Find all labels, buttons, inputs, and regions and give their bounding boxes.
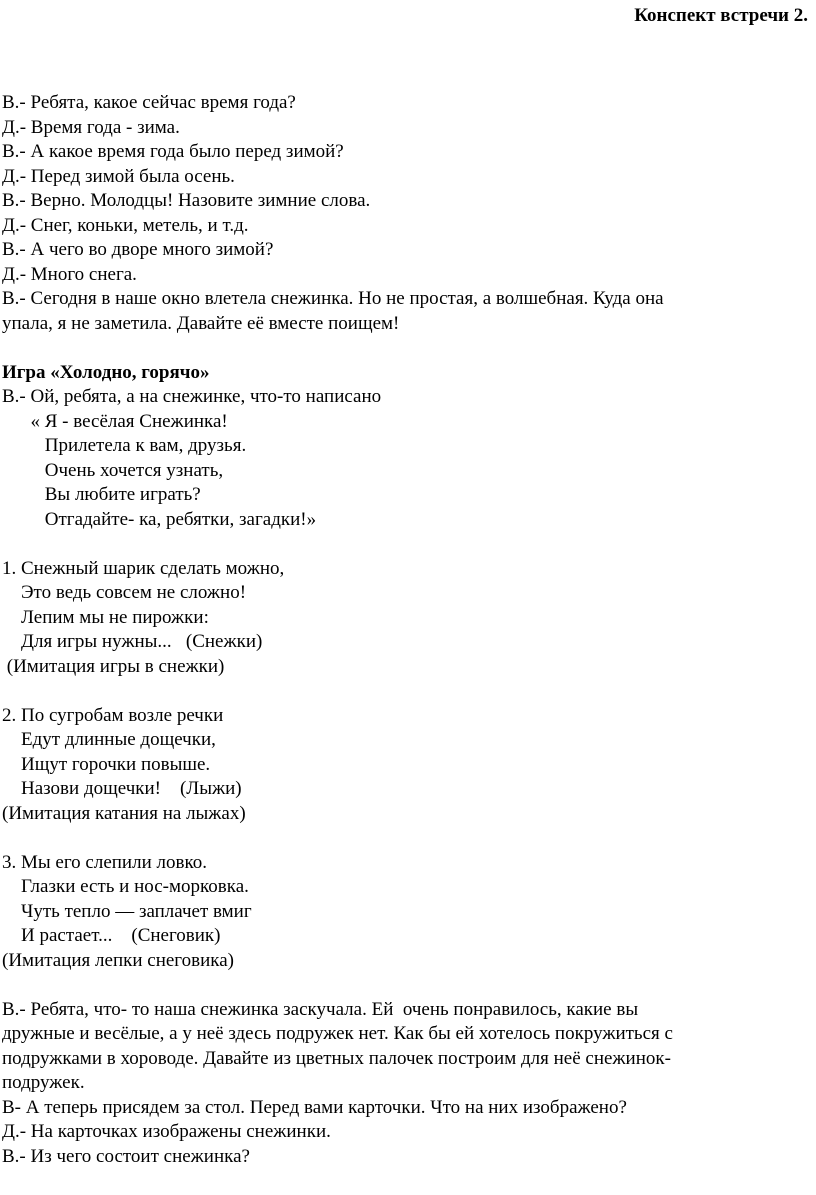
document-body xyxy=(2,91,808,1169)
dialogue-line: Д.- На карточках изображены снежинки. xyxy=(2,1121,331,1142)
riddle-note: (Имитация катания на лыжах) xyxy=(2,802,246,824)
riddle-line: Для игры нужны... (Снежки) xyxy=(2,631,263,652)
riddle-line: Назови дощечки! (Лыжи) xyxy=(2,778,242,799)
game-heading: Игра «Холодно, горячо» xyxy=(2,361,210,383)
dialogue-line: В.- Из чего состоит снежинка? xyxy=(2,1145,250,1167)
dialogue-line: дружные и весёлые, а у неё здесь подружек нет. Как бы ей хотелось покружиться с xyxy=(2,1023,673,1044)
dialogue-line: В.- А какое время года было перед зимой? xyxy=(2,141,344,162)
dialogue-line: Д.- Снег, коньки, метель, и т.д. xyxy=(2,214,249,236)
riddle-line: Ищут горочки повыше. xyxy=(2,753,211,775)
snowflake-poem xyxy=(2,410,808,533)
riddle-1 xyxy=(2,557,808,680)
riddle-3 xyxy=(2,851,808,974)
riddle-line: И растает... (Снеговик) xyxy=(2,925,221,946)
dialogue-line: Д.- Перед зимой была осень. xyxy=(2,165,235,187)
dialogue-line: В.- Ребята, что- то наша снежинка заскучала. Ей очень понравилось, какие вы xyxy=(2,998,639,1020)
spacer xyxy=(2,532,808,557)
dialogue-line: В.- А чего во дворе много зимой? xyxy=(2,239,274,260)
riddle-line: Лепим мы не пирожки: xyxy=(2,606,209,628)
spacer xyxy=(2,336,808,361)
riddle-line: Это ведь совсем не сложно! xyxy=(2,582,247,603)
dialogue-section-2 xyxy=(2,998,808,1170)
dialogue-line: В.- Ребята, какое сейчас время года? xyxy=(2,92,296,113)
dialogue-section-1 xyxy=(2,91,808,336)
poem-line: Отгадайте- ка, ребятки, загадки!» xyxy=(2,508,317,530)
riddle-note: (Имитация игры в снежки) xyxy=(2,655,225,677)
dialogue-line: подружек. xyxy=(2,1072,85,1093)
riddle-line: Чуть тепло — заплачет вмиг xyxy=(2,900,252,922)
riddle-line: 3. Мы его слепили ловко. xyxy=(2,851,207,873)
poem-line: Вы любите играть? xyxy=(2,484,201,505)
riddle-note: (Имитация лепки снеговика) xyxy=(2,949,234,971)
spacer xyxy=(2,679,808,704)
dialogue-line: В.- Сегодня в наше окно влетела снежинка. Но не простая, а волшебная. Куда она xyxy=(2,288,664,309)
riddle-line: Глазки есть и нос-морковка. xyxy=(2,876,249,897)
poem-line: Очень хочется узнать, xyxy=(2,459,224,481)
dialogue-line: упала, я не заметила. Давайте её вместе поищем! xyxy=(2,312,400,334)
dialogue-line: Д.- Много снега. xyxy=(2,263,137,285)
page-title: Конспект встречи 2. xyxy=(634,5,808,26)
spacer xyxy=(2,826,808,851)
dialogue-line: В.- Верно. Молодцы! Назовите зимние слова. xyxy=(2,190,371,211)
dialogue-line: подружками в хороводе. Давайте из цветных палочек построим для неё снежинок- xyxy=(2,1047,671,1069)
poem-line: Прилетела к вам, друзья. xyxy=(2,435,247,456)
riddle-line: 1. Снежный шарик сделать можно, xyxy=(2,557,285,579)
poem-line: « Я - весёлая Снежинка! xyxy=(2,410,228,432)
snowflake-intro: В.- Ой, ребята, а на снежинке, что-то написано xyxy=(2,386,382,407)
dialogue-line: В- А теперь присядем за стол. Перед вами карточки. Что на них изображено? xyxy=(2,1096,627,1118)
riddle-line: 2. По сугробам возле речки xyxy=(2,704,224,726)
riddle-2 xyxy=(2,704,808,827)
spacer xyxy=(2,973,808,998)
riddle-line: Едут длинные дощечки, xyxy=(2,729,216,750)
dialogue-line: Д.- Время года - зима. xyxy=(2,116,180,138)
